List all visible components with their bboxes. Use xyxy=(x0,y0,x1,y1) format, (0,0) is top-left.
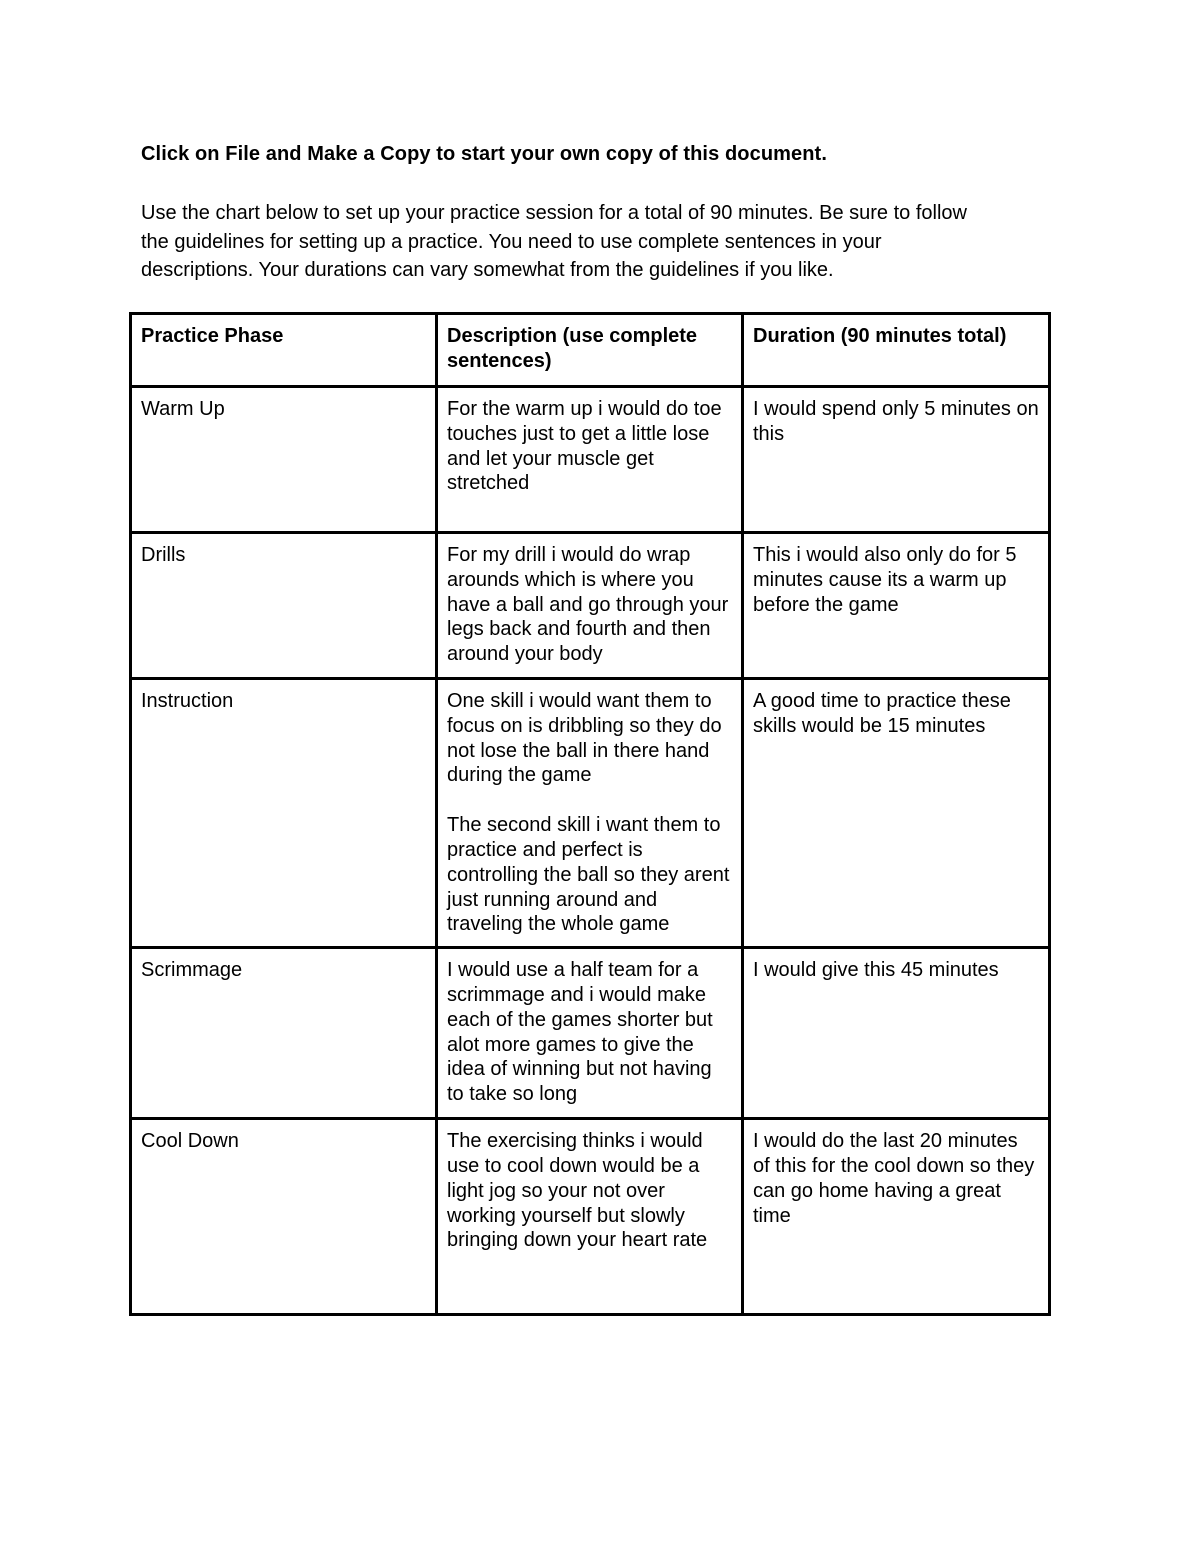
description-cell[interactable] xyxy=(437,1119,743,1315)
instruction-line: Use the chart below to set up your practice session for a total of 90 minutes. Be sure to follow xyxy=(141,202,967,224)
assignment-instructions xyxy=(141,199,1071,285)
column-header-phase: Practice Phase xyxy=(131,314,437,387)
phase-cell[interactable]: Scrimmage xyxy=(131,948,437,1119)
column-header-description: Description (use complete sentences) xyxy=(437,314,743,387)
description-cell[interactable] xyxy=(437,387,743,533)
description-text: For the warm up i would do toe touches just to get a little lose and let your muscle get stretched xyxy=(447,398,722,495)
table-row xyxy=(131,387,1050,533)
description-cell[interactable] xyxy=(437,679,743,948)
description-text: For my drill i would do wrap arounds which is where you have a ball and go through your legs back and fourth and then around your body xyxy=(447,544,729,666)
description-cell[interactable] xyxy=(437,533,743,679)
copy-instruction: Click on File and Make a Copy to start your own copy of this document. xyxy=(141,143,827,165)
instruction-line: descriptions. Your durations can vary somewhat from the guidelines if you like. xyxy=(141,259,834,281)
phase-cell[interactable]: Instruction xyxy=(131,679,437,948)
duration-cell[interactable]: I would do the last 20 minutes of this for the cool down so they can go home having a great time xyxy=(743,1119,1050,1315)
description-text: The second skill i want them to practice and perfect is controlling the ball so they arent just running around and traveling the whole game xyxy=(447,814,730,936)
table-row xyxy=(131,948,1050,1119)
description-text: One skill i would want them to focus on is dribbling so they do not lose the ball in there hand during the game xyxy=(447,690,722,787)
description-text: I would use a half team for a scrimmage and i would make each of the games shorter but alot more games to give the idea of winning but not having to take so long xyxy=(447,959,713,1106)
phase-cell[interactable]: Drills xyxy=(131,533,437,679)
instruction-line: the guidelines for setting up a practice. You need to use complete sentences in your xyxy=(141,230,882,253)
table-row xyxy=(131,679,1050,948)
column-header-duration: Duration (90 minutes total) xyxy=(743,314,1050,387)
description-cell[interactable] xyxy=(437,948,743,1119)
duration-cell[interactable]: This i would also only do for 5 minutes cause its a warm up before the game xyxy=(743,533,1050,679)
phase-cell[interactable]: Warm Up xyxy=(131,387,437,533)
duration-cell[interactable]: A good time to practice these skills would be 15 minutes xyxy=(743,679,1050,948)
table-row xyxy=(131,533,1050,679)
practice-plan-table xyxy=(129,312,1051,1316)
description-text: The exercising thinks i would use to cool down would be a light jog so your not over working yourself but slowly bringing down your heart rate xyxy=(447,1130,708,1252)
duration-cell[interactable]: I would give this 45 minutes xyxy=(743,948,1050,1119)
phase-cell[interactable]: Cool Down xyxy=(131,1119,437,1315)
table-row xyxy=(131,1119,1050,1315)
duration-cell[interactable]: I would spend only 5 minutes on this xyxy=(743,387,1050,533)
table-header-row xyxy=(131,314,1050,387)
